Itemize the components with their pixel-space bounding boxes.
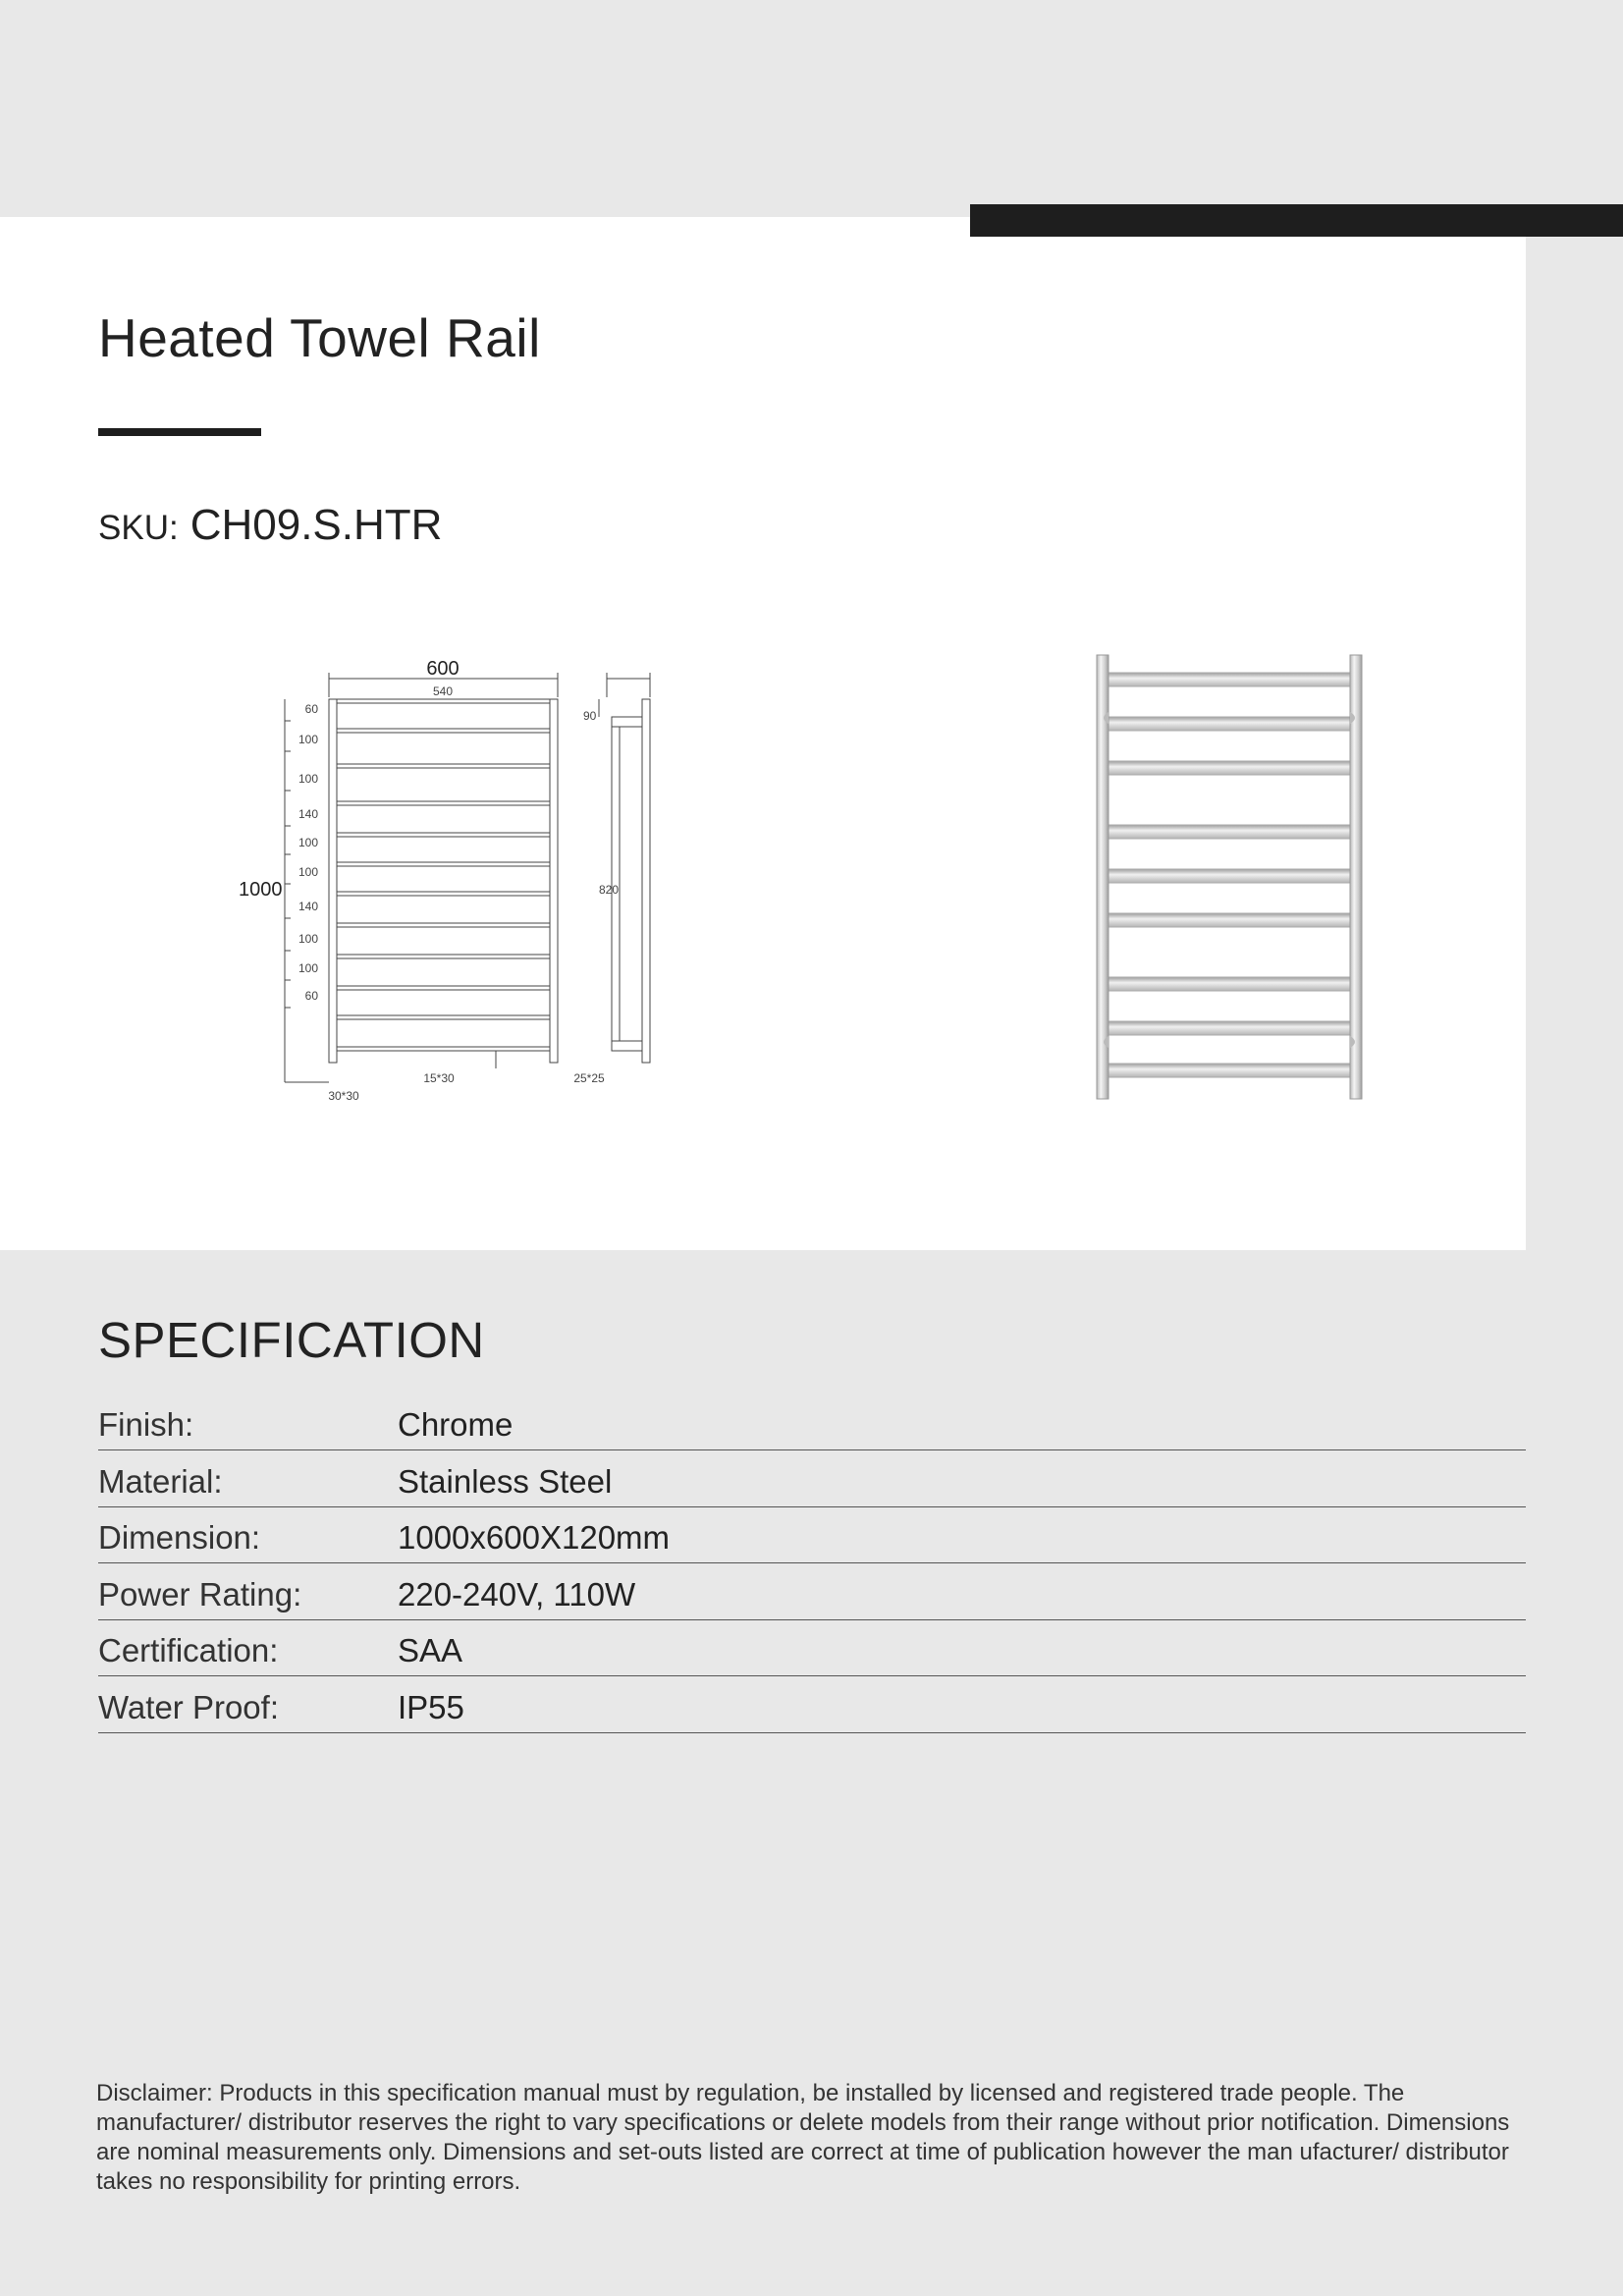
- spec-value: Stainless Steel: [398, 1462, 613, 1500]
- product-photo: [1085, 643, 1380, 1105]
- drawing-bar: [337, 764, 550, 768]
- drawing-bar: [337, 923, 550, 927]
- title-underline: [98, 428, 261, 436]
- top-accent-bar: [970, 204, 1623, 237]
- spacing-label: 100: [298, 865, 318, 879]
- rail-height-label: 820: [599, 883, 620, 897]
- photo-bar: [1107, 1064, 1352, 1077]
- photo-bar: [1107, 673, 1352, 686]
- bracket-section-label: 25*25: [573, 1071, 605, 1085]
- spec-label: Finish:: [98, 1406, 194, 1443]
- spec-value: 220-240V, 110W: [398, 1575, 636, 1613]
- photo-bar: [1107, 1021, 1352, 1035]
- spacing-label: 140: [298, 900, 318, 913]
- specification-heading: SPECIFICATION: [98, 1312, 485, 1368]
- spec-row-power-rating: [98, 1564, 1526, 1620]
- drawing-bar: [337, 955, 550, 958]
- spacing-label: 60: [304, 702, 318, 716]
- disclaimer-text: Disclaimer: Products in this specification manual must by regulation, be installed by licensed and registered trade people. The manufacturer/ distributor reserves the right to vary specifications or delete models from their range without prior notification. Dimensions are nominal measurements only. Dimensions and set-outs listed are correct at time of publication however the man ufacturer/ distributor takes no responsibility for printing errors.: [96, 2080, 1510, 2195]
- bar-section-label: 15*30: [423, 1071, 455, 1085]
- spacing-label: 100: [298, 961, 318, 975]
- spec-label: Certification:: [98, 1632, 279, 1668]
- spec-value: IP55: [398, 1688, 464, 1725]
- photo-bar: [1107, 825, 1352, 839]
- drawing-bar: [337, 729, 550, 733]
- spacing-label: 140: [298, 807, 318, 821]
- drawing-bar: [337, 801, 550, 805]
- spec-value: Chrome: [398, 1406, 514, 1443]
- spacing-label: 100: [298, 733, 318, 746]
- overall-width-label: 600: [426, 658, 460, 680]
- photo-bar: [1107, 913, 1352, 927]
- inner-width-label: 540: [432, 684, 454, 698]
- drawing-bar: [337, 986, 550, 990]
- overall-height-label: 1000: [239, 879, 283, 901]
- photo-bar: [1107, 977, 1352, 991]
- drawing-bar: [337, 833, 550, 837]
- spec-row-certification: [98, 1620, 1526, 1676]
- spec-row-material: [98, 1451, 1526, 1507]
- spec-value: 1000x600X120mm: [398, 1519, 671, 1556]
- spec-label: Dimension:: [98, 1519, 261, 1556]
- spec-row-dimension: [98, 1507, 1526, 1563]
- drawing-bar: [337, 892, 550, 896]
- bracket-offset-label: 90: [583, 709, 597, 723]
- specification-table: [98, 1394, 1526, 1733]
- spacing-label: 100: [298, 772, 318, 786]
- drawing-bar: [337, 862, 550, 866]
- spec-value: SAA: [398, 1632, 463, 1668]
- sku-line: [98, 501, 442, 550]
- spacing-label: 100: [298, 836, 318, 849]
- photo-bar: [1107, 761, 1352, 775]
- dimension-drawing: [226, 658, 677, 1110]
- drawing-bar: [337, 1015, 550, 1019]
- drawing-bar: [337, 699, 550, 703]
- spacing-label: 60: [304, 989, 318, 1003]
- spacing-label: 100: [298, 932, 318, 946]
- sku-value: CH09.S.HTR: [189, 501, 443, 549]
- spec-label: Water Proof:: [98, 1688, 279, 1725]
- spec-row-finish: [98, 1394, 1526, 1450]
- photo-bar: [1107, 869, 1352, 883]
- spec-label: Power Rating:: [98, 1575, 302, 1613]
- spec-label: Material:: [98, 1462, 223, 1500]
- page-title: Heated Towel Rail: [98, 307, 541, 368]
- spec-row-water-proof: [98, 1677, 1526, 1733]
- drawing-bar: [337, 1047, 550, 1051]
- post-section-label: 30*30: [328, 1089, 359, 1103]
- photo-bar: [1107, 717, 1352, 731]
- sku-label: SKU:: [98, 509, 179, 547]
